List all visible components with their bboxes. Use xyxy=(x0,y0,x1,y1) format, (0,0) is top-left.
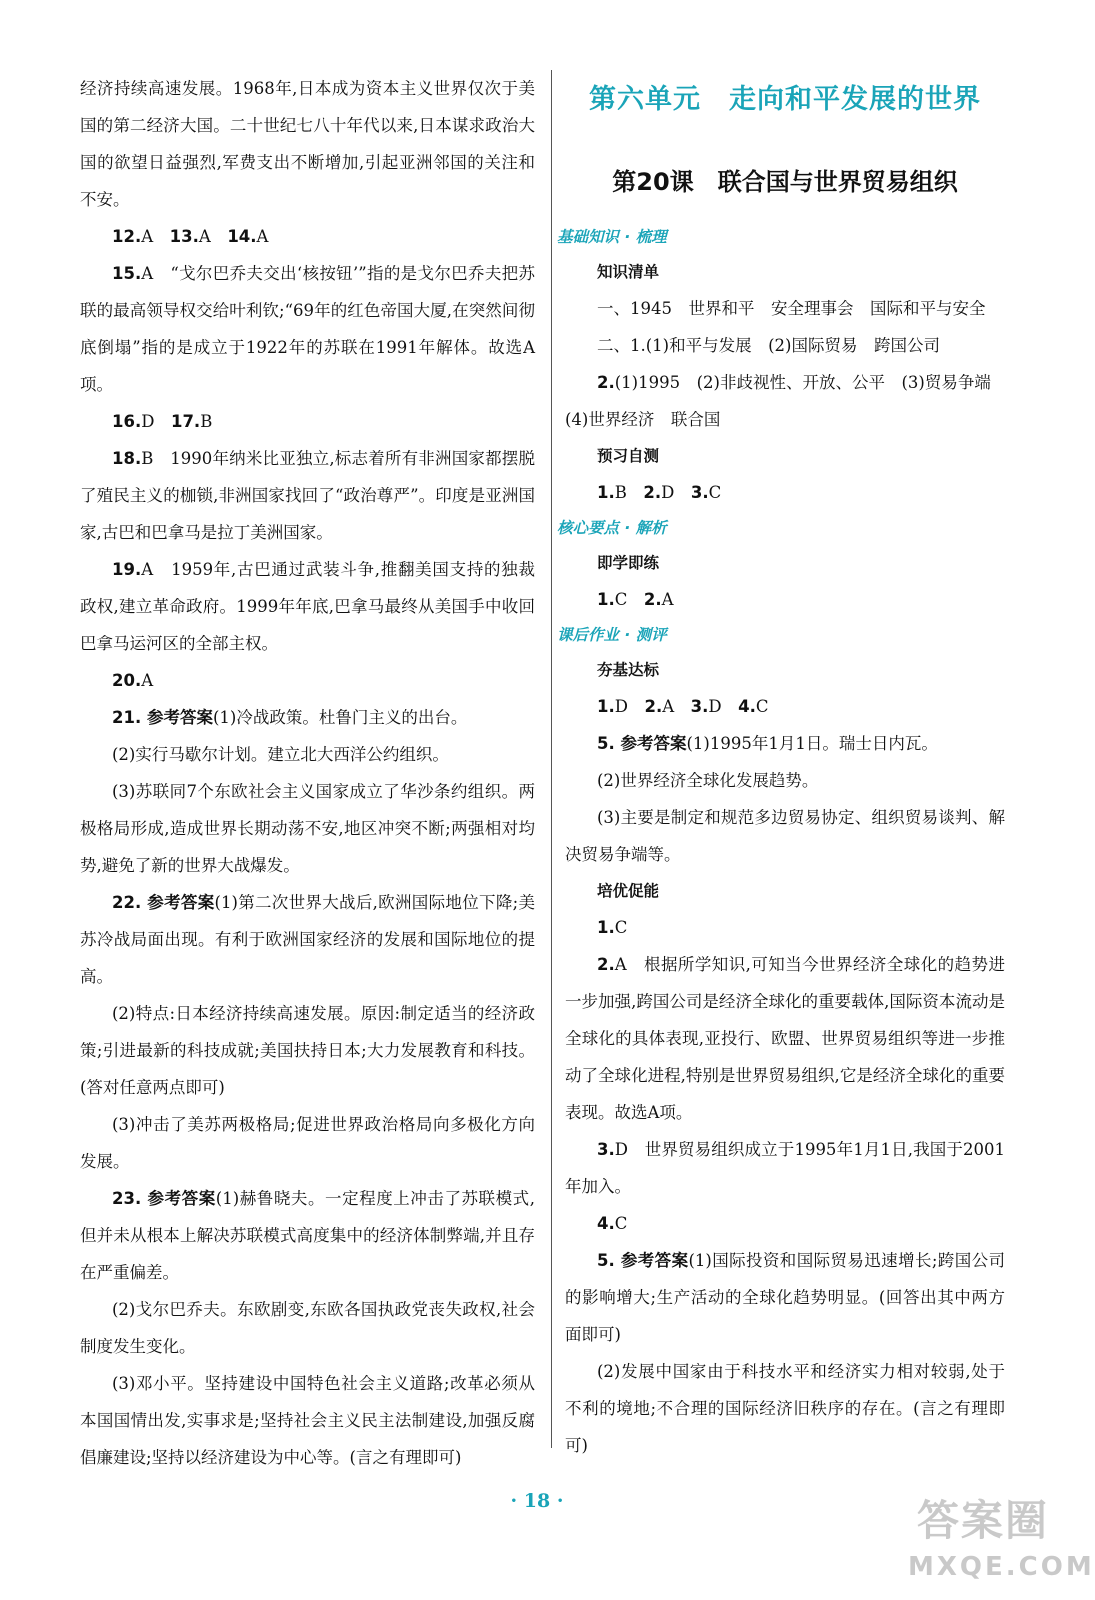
answer-text: (2)实行马歇尔计划。建立北大西洋公约组织。 xyxy=(112,745,449,764)
answer-paragraph xyxy=(80,1180,535,1291)
answer-text: A xyxy=(141,671,154,690)
answer-paragraph xyxy=(80,70,535,218)
answer-paragraph xyxy=(80,995,535,1106)
answer-text: C xyxy=(614,590,644,609)
subsection-heading: 即学即练 xyxy=(597,554,660,572)
answer-text: D xyxy=(708,697,739,716)
question-number: 1. xyxy=(597,590,615,609)
question-number: 2. xyxy=(597,373,615,392)
question-number: 3. xyxy=(690,483,709,502)
answer-paragraph xyxy=(80,403,535,440)
answer-text: (1)第二次世界大战后,欧洲国际地位下降;美苏冷战局面出现。有利于欧洲国家经济的发展和国际地位的提高。 xyxy=(80,893,535,986)
answer-paragraph xyxy=(80,1106,535,1180)
answer-text: (2)特点:日本经济持续高速发展。原因:制定适当的经济政策;引进最新的科技成就;美国扶持日本;大力发展教育和科技。(答对任意两点即可) xyxy=(80,1004,535,1097)
answer-paragraph xyxy=(565,327,1005,364)
answer-paragraph xyxy=(80,1291,535,1365)
answer-paragraph xyxy=(565,762,1005,799)
question-number: 5. 参考答案 xyxy=(597,734,687,753)
answer-paragraph xyxy=(565,401,1005,438)
answer-text: (2)世界经济全球化发展趋势。 xyxy=(597,771,819,790)
question-number: 2. xyxy=(644,697,663,716)
question-number: 20. xyxy=(112,671,142,690)
unit-title: 第六单元 走向和平发展的世界 xyxy=(589,84,981,115)
answer-paragraph xyxy=(80,662,535,699)
left-column xyxy=(80,70,535,1476)
answer-paragraph xyxy=(565,474,1005,511)
section-heading: 基础知识 · 梳理 xyxy=(557,228,667,246)
answer-text: C xyxy=(614,1214,628,1233)
answer-paragraph xyxy=(565,725,1005,762)
answer-text: A xyxy=(662,697,691,716)
answer-text: B xyxy=(200,412,213,431)
answer-text: A xyxy=(661,590,674,609)
section-heading: 课后作业 · 测评 xyxy=(557,626,667,644)
subsection-heading: 培优促能 xyxy=(597,882,660,900)
question-number: 2. xyxy=(643,590,662,609)
question-number: 2. xyxy=(597,955,615,974)
answer-text: B 1990年纳米比亚独立,标志着所有非洲国家都摆脱了殖民主义的枷锁,非洲国家找回了“政治尊严”。印度是亚洲国家,古巴和巴拿马是拉丁美洲国家。 xyxy=(80,449,535,542)
answer-text: A 1959年,古巴通过武装斗争,推翻美国支持的独裁政权,建立革命政府。1999年年底,巴拿马最终从美国手中收回巴拿马运河区的全部主权。 xyxy=(80,560,535,653)
question-number: 1. xyxy=(597,918,615,937)
question-number: 23. 参考答案 xyxy=(112,1189,216,1208)
answer-paragraph xyxy=(80,255,535,403)
question-number: 19. xyxy=(112,560,142,579)
answer-text: (3)邓小平。坚持建设中国特色社会主义道路;改革必须从本国国情出发,实事求是;坚持社会主义民主法制建设,加强反腐倡廉建设;坚持以经济建设为中心等。(言之有理即可) xyxy=(80,1374,535,1467)
subsection-heading: 夯基达标 xyxy=(597,661,660,679)
answer-text: C xyxy=(614,918,628,937)
question-number: 16. xyxy=(112,412,142,431)
answer-paragraph xyxy=(565,1353,1005,1464)
question-number: 15. xyxy=(112,264,142,283)
question-number: 5. 参考答案 xyxy=(597,1251,689,1270)
page-number: · 18 · xyxy=(510,1490,564,1512)
answer-text: D 世界贸易组织成立于1995年1月1日,我国于2001年加入。 xyxy=(565,1140,1005,1196)
question-number: 1. xyxy=(597,697,615,716)
question-number: 22. 参考答案 xyxy=(112,893,215,912)
answer-text: (2)戈尔巴乔夫。东欧剧变,东欧各国执政党丧失政权,社会制度发生变化。 xyxy=(80,1300,535,1356)
question-number: 13. xyxy=(169,227,199,246)
answer-text: A xyxy=(256,227,269,246)
answer-text: (1)1995 (2)非歧视性、开放、公平 (3)贸易争端 xyxy=(614,373,991,392)
answer-text: A 根据所学知识,可知当今世界经济全球化的趋势进一步加强,跨国公司是经济全球化的重要载体,国际资本流动是全球化的具体表现,亚投行、欧盟、世界贸易组织等进一步推动了全球化进程,特别是世界贸易组织,它是经济全球化的重要表现。故选A项。 xyxy=(565,955,1005,1122)
answer-text: D xyxy=(614,697,645,716)
answer-text: (3)苏联同7个东欧社会主义国家成立了华沙条约组织。两极格局形成,造成世界长期动荡不安,地区冲突不断;两强相对均势,避免了新的世界大战爆发。 xyxy=(80,782,535,875)
answer-text: (1)1995年1月1日。瑞士日内瓦。 xyxy=(686,734,938,753)
answer-text: C xyxy=(755,697,769,716)
section-heading: 核心要点 · 解析 xyxy=(557,519,667,537)
answer-text: A xyxy=(198,227,228,246)
question-number: 2. xyxy=(643,483,662,502)
answer-text: A xyxy=(141,227,170,246)
lesson-title: 第20课 联合国与世界贸易组织 xyxy=(612,168,958,196)
answer-text: (3)主要是制定和规范多边贸易协定、组织贸易谈判、解决贸易争端等。 xyxy=(565,808,1005,864)
column-divider xyxy=(551,70,552,1448)
answer-paragraph xyxy=(565,364,1005,401)
question-number: 3. xyxy=(597,1140,615,1159)
right-column xyxy=(557,70,1005,1464)
answer-text: (4)世界经济 联合国 xyxy=(565,410,721,429)
subsection-heading: 知识清单 xyxy=(597,263,660,281)
answer-paragraph xyxy=(565,1205,1005,1242)
subsection-heading: 预习自测 xyxy=(597,447,660,465)
question-number: 21. 参考答案 xyxy=(112,708,213,727)
answer-paragraph xyxy=(565,1242,1005,1353)
answer-paragraph xyxy=(80,736,535,773)
question-number: 14. xyxy=(227,227,257,246)
question-number: 12. xyxy=(112,227,142,246)
question-number: 17. xyxy=(170,412,201,431)
answer-text: A “戈尔巴乔夫交出‘核按钮’”指的是戈尔巴乔夫把苏联的最高领导权交给叶利钦;“69年的红色帝国大厦,在突然间彻底倒塌”指的是成立于1922年的苏联在1991年解体。故选A项。 xyxy=(80,264,535,394)
answer-paragraph xyxy=(80,218,535,255)
answer-paragraph xyxy=(80,1365,535,1476)
answer-text: C xyxy=(708,483,722,502)
answer-text: 二、1.(1)和平与发展 (2)国际贸易 跨国公司 xyxy=(597,336,940,355)
watermark-url: MXQE.COM xyxy=(908,1552,1095,1582)
answer-paragraph xyxy=(565,290,1005,327)
question-number: 18. xyxy=(112,449,142,468)
answer-text: (1)冷战政策。杜鲁门主义的出台。 xyxy=(212,708,468,727)
answer-paragraph xyxy=(565,946,1005,1131)
question-number: 4. xyxy=(738,697,756,716)
answer-text: B xyxy=(614,483,644,502)
question-number: 4. xyxy=(597,1214,615,1233)
answer-text: 经济持续高速发展。1968年,日本成为资本主义世界仅次于美国的第二经济大国。二十世纪七八十年代以来,日本谋求政治大国的欲望日益强烈,军费支出不断增加,引起亚洲邻国的关注和不安。 xyxy=(80,79,535,209)
question-number: 1. xyxy=(597,483,615,502)
answer-text: 一、1945 世界和平 安全理事会 国际和平与安全 xyxy=(597,299,986,318)
answer-paragraph xyxy=(565,688,1005,725)
answer-paragraph xyxy=(80,440,535,551)
answer-text: (2)发展中国家由于科技水平和经济实力相对较弱,处于不利的境地;不合理的国际经济旧秩序的存在。(言之有理即可) xyxy=(565,1362,1005,1455)
answer-text: (1)赫鲁晓夫。一定程度上冲击了苏联模式,但并未从根本上解决苏联模式高度集中的经济体制弊端,并且存在严重偏差。 xyxy=(80,1189,535,1282)
answer-paragraph xyxy=(565,909,1005,946)
answer-text: (3)冲击了美苏两极格局;促进世界政治格局向多极化方向发展。 xyxy=(80,1115,535,1171)
watermark-text: 答案圈 xyxy=(916,1496,1049,1545)
question-number: 3. xyxy=(690,697,709,716)
answer-paragraph xyxy=(565,581,1005,618)
answer-text: D xyxy=(141,412,171,431)
answer-text: D xyxy=(661,483,691,502)
answer-paragraph xyxy=(80,551,535,662)
answer-text: (1)国际投资和国际贸易迅速增长;跨国公司的影响增大;生产活动的全球化趋势明显。(回答出其中两方面即可) xyxy=(565,1251,1005,1344)
answer-paragraph xyxy=(80,699,535,736)
answer-paragraph xyxy=(80,884,535,995)
answer-paragraph xyxy=(565,799,1005,873)
watermark-logo xyxy=(908,1492,1095,1590)
answer-paragraph xyxy=(80,773,535,884)
answer-paragraph xyxy=(565,1131,1005,1205)
